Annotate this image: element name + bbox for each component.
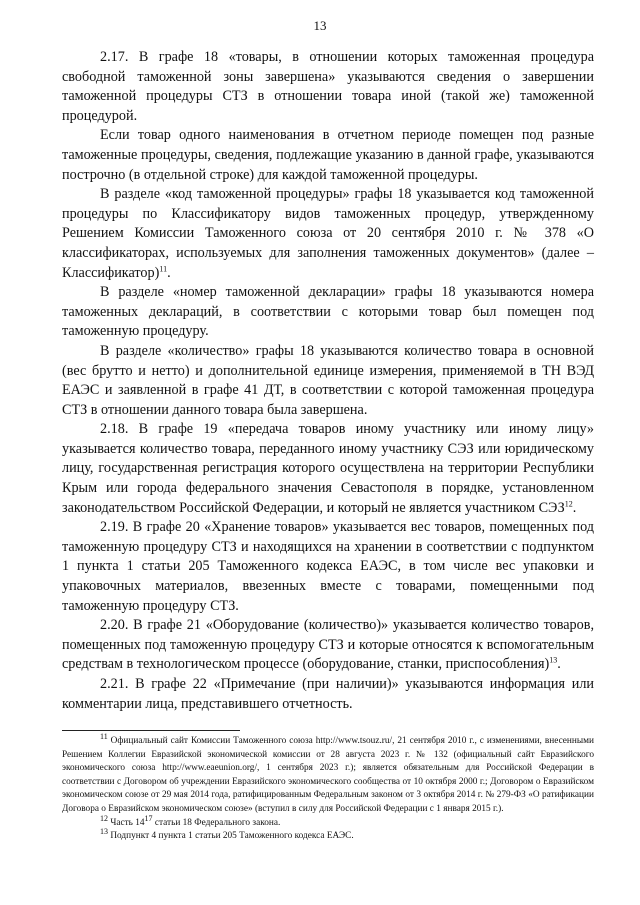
footnote-mark: 13 (100, 827, 108, 837)
footnote-superscript: 17 (144, 813, 153, 823)
paragraph-customs-procedures: Если товар одного наименования в отчетном периоде помещен под разные таможенные процедуры, сведения, подлежащие указанию в данной графе, указываются построчно (в отдельной строке) для каждой таможенной процедуры. (62, 127, 594, 183)
footnote-13: $^{13}$ Подпункт 4 пункта 1 статьи 205 Таможенного кодекса ЕАЭС. (100, 827, 354, 842)
paragraph-2-20: 2.20. В графе 21 «Оборудование (количество)» указывается количество товаров, помещенных под таможенную процедуру СТЗ и которые относятся к вспомогательным средствам в технологическом процессе (оборудование, станки, приспособления)$^{13}$. (62, 617, 594, 673)
footnote-ref-13[interactable]: 13 (549, 655, 558, 665)
paragraph-declaration-number: В разделе «номер таможенной декларации» графы 18 указываются номера таможенных деклараций, в соответствии с которыми товар был помещен под таможенную процедуру. (62, 284, 594, 340)
footnote-11: $^{11}$ Официальный сайт Комиссии Таможенного союза http://www.tsouz.ru/, 21 сентября 2010 г., с изменениями, внесенными Решением Коллегии Евразийской экономической комиссии от 28 августа 2023 г. № 132 (официальный сайт Евразийского экономического союза http://www.eaeunion.org/, 1 сентября 2023 г.); является обязательным для Российской Федерации в соответствии с Договором об учреждении Евразийского экономического сообщества от 10 октября 2000 г.; Договором о Евразийском экономическом союзе от 29 мая 2014 года, ратифицированным Федеральным законом от 3 октября 2014 г. № 279-ФЗ «О ратификации Договора о Евразийском экономическом союзе» (вступил в силу для Российской Федерации с 1 января 2015 г.). (62, 731, 594, 814)
footnote-mark: 11 (100, 731, 108, 741)
footnote-ref-11[interactable]: 11 (159, 263, 168, 273)
paragraph-quantity: В разделе «количество» графы 18 указываются количество товара в основной (вес брутто и нетто) и дополнительной единице измерения, применяемой в ТН ВЭД ЕАЭС и заявленной в графе 41 ДТ, в соответствии с которой таможенная процедура СТЗ в отношении данного товара была завершена. (62, 342, 594, 418)
footnote-mark: 12 (100, 813, 108, 823)
paragraph-procedure-code: В разделе «код таможенной процедуры» графы 18 указывается код таможенной процедуры по Классификатору видов таможенных процедур, утвержденному Решением Комиссии Таможенного союза от 20 сентября 2010 г. № 378 «О классификаторах, используемых для заполнения таможенных документов» (далее – Классификатор)$^{11}$. (62, 186, 594, 281)
footnote-separator (62, 730, 240, 731)
paragraph-2-18: 2.18. В графе 19 «передача товаров иному участнику или иному лицу» указывается количество товара, переданного иному участнику СЭЗ или юридическому лицу, государственная регистрация которого осуществлена на территории Республики Крым или города федерального значения Севастополя в порядке, установленном законодательством Российской Федерации, и который не является участником СЭЗ$^{12}$. (62, 421, 594, 516)
paragraph-2-21: 2.21. В графе 22 «Примечание (при наличии)» указываются информация или комментарии лица, представившего отчетность. (62, 676, 594, 712)
footnote-12: $^{12}$ Часть $14^{17}$ статьи 18 Федерального закона. (100, 813, 281, 828)
document-body (62, 48, 594, 714)
paragraph-2-19: 2.19. В графе 20 «Хранение товаров» указывается вес товаров, помещенных под таможенную процедуру СТЗ и находящихся на хранении в соответствии с подпунктом 1 пункта 1 статьи 205 Таможенного кодекса ЕАЭС, в том числе вес упаковки и упаковочных материалов, ввезенных вместе с товарами, помещенными под таможенную процедуру СТЗ. (62, 519, 594, 614)
footnotes (62, 731, 594, 844)
page-number: 13 (313, 18, 327, 33)
paragraph-2-17: 2.17. В графе 18 «товары, в отношении которых таможенная процедура свободной таможенной зоны завершена» указываются сведения о завершении таможенной процедуры СТЗ в отношении товара иной (такой же) таможенной процедурой. (62, 49, 594, 124)
footnote-ref-12[interactable]: 12 (564, 498, 573, 508)
